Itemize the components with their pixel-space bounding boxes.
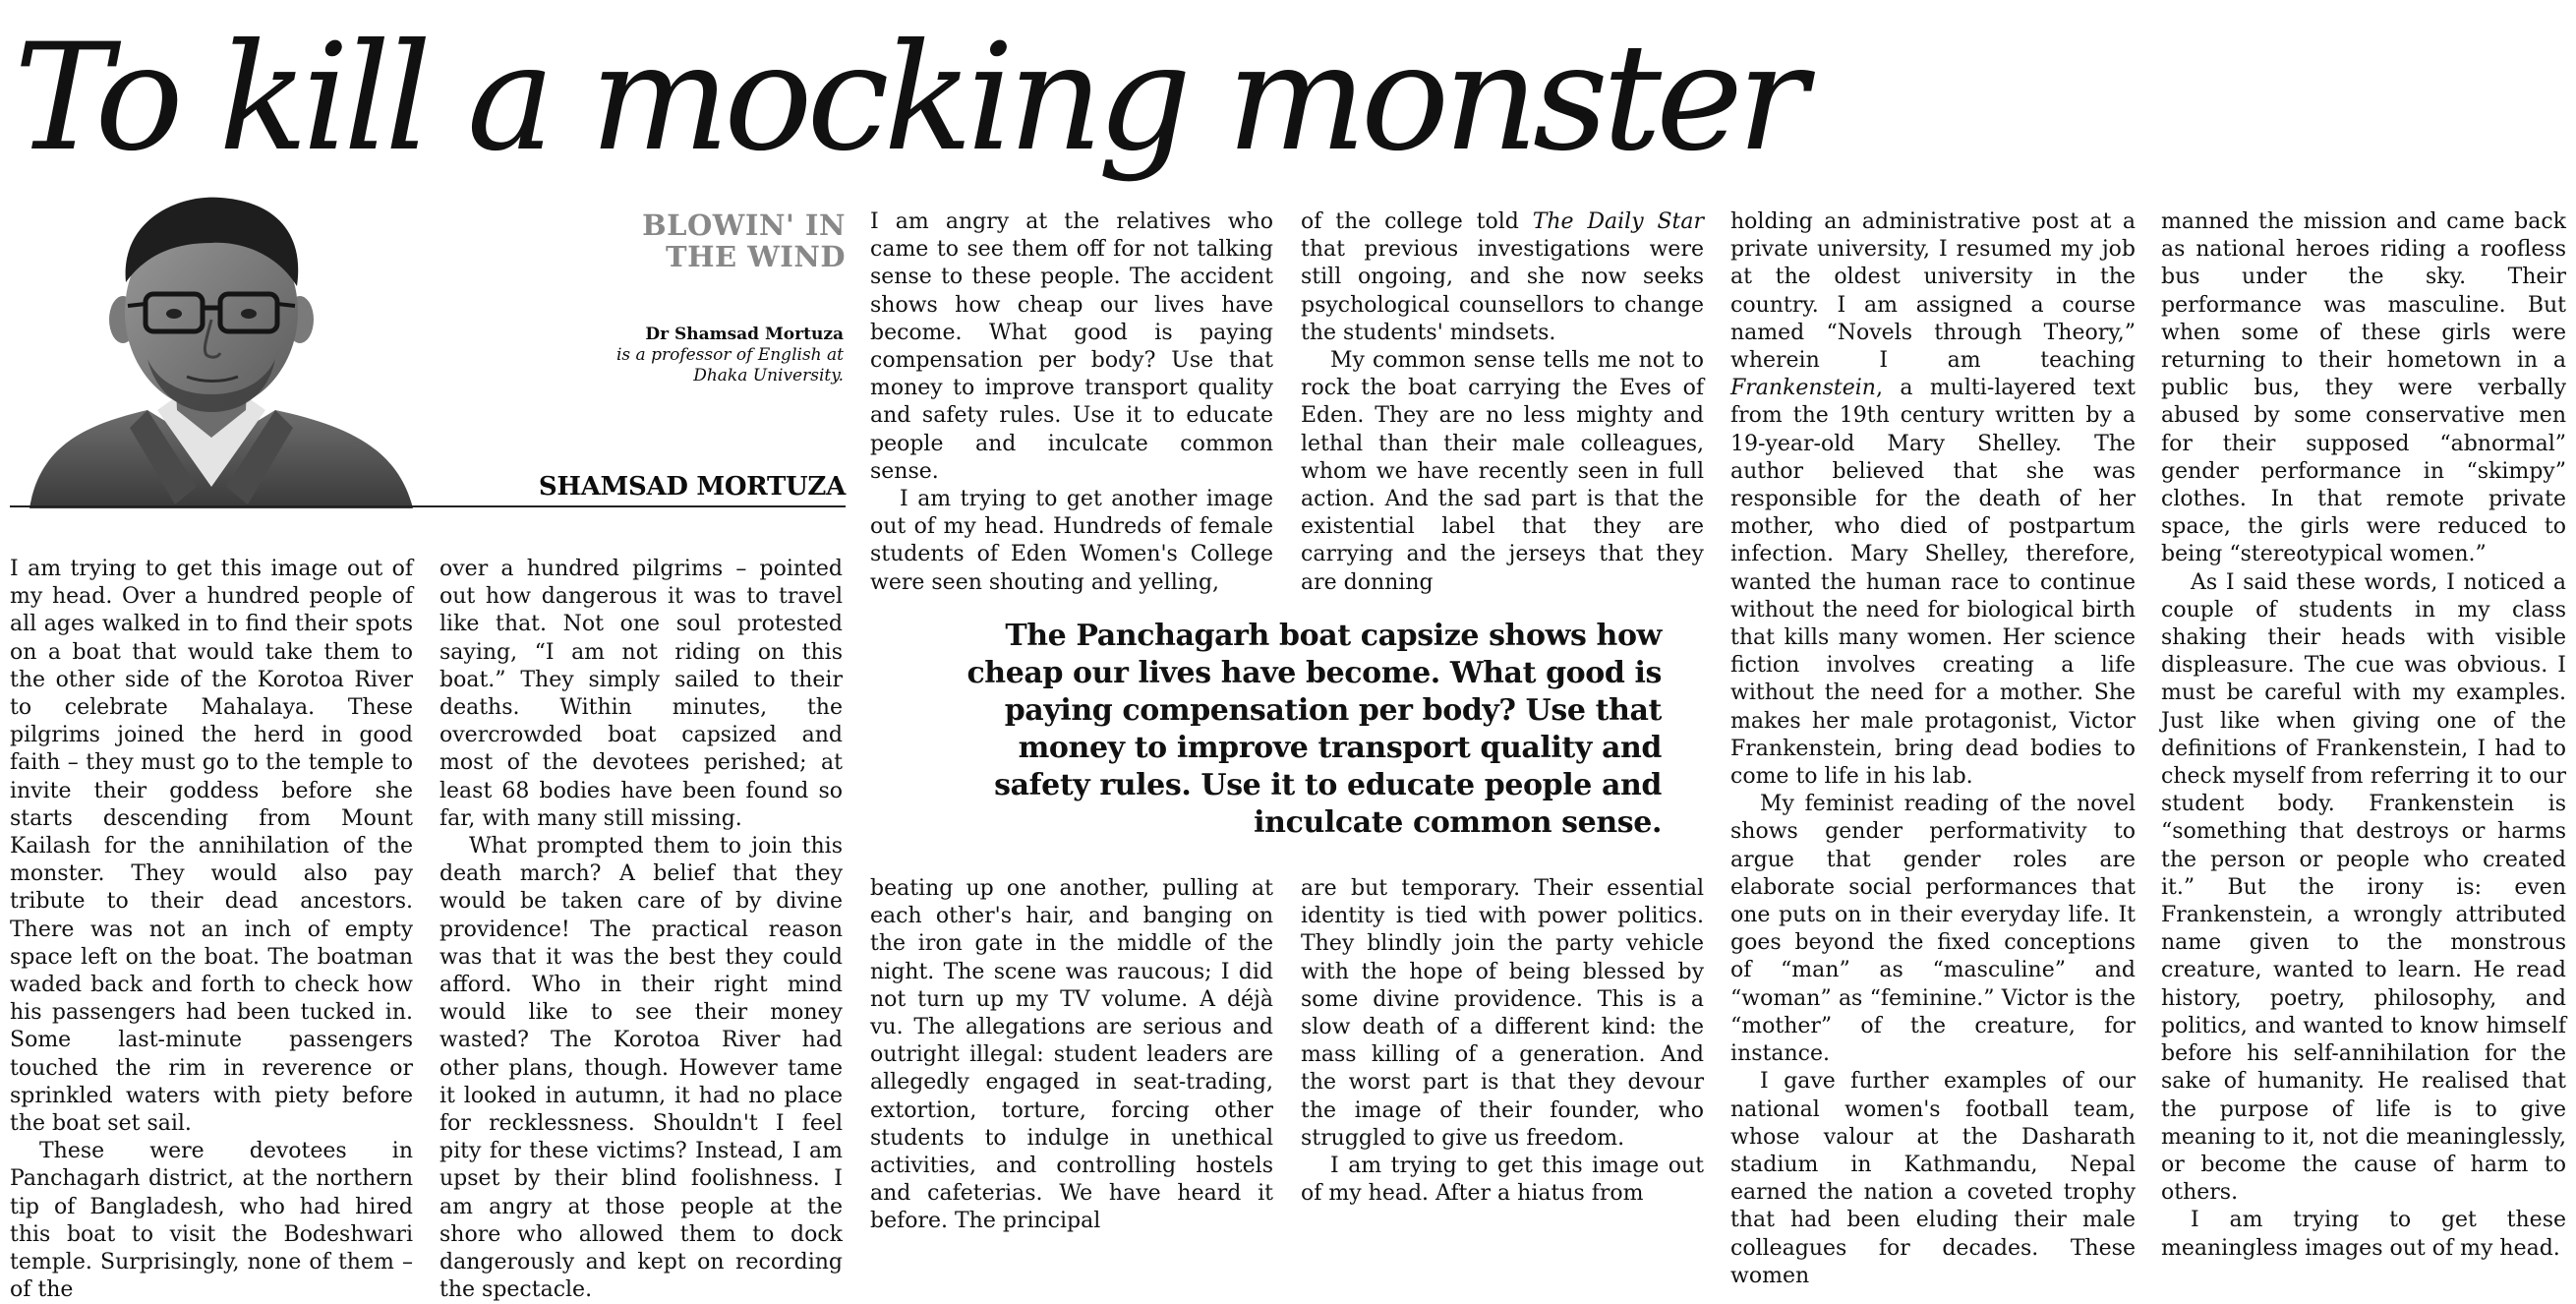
body-column-6 <box>2161 208 2566 1261</box>
paragraph: My common sense tells me not to rock the boat carrying the Eves of Eden. They are no less mighty and lethal than their male colleagues, whom we have recently seen in full action. And the sad part is that the existential label that they are carrying and the jerseys that they are donning <box>1301 348 1704 595</box>
text-run: of the college told <box>1301 209 1533 234</box>
body-column-3-top <box>870 208 1273 595</box>
author-credit-desc-line1: is a professor of English at <box>615 345 844 365</box>
column-kicker-line1: BLOWIN' IN <box>642 208 846 242</box>
paragraph: manned the mission and came back as national heroes riding a roofless bus under the sky. Their performance was masculine. But when some of these girls were returning to their hometown in a public bus, they were verbally abused by some conservative men for their supposed “abnormal” gender performance in “skimpy” clothes. In that remote private space, the girls were reduced to being “stereotypical women.” <box>2161 209 2566 567</box>
author-credit-name: Dr Shamsad Mortuza <box>645 325 844 344</box>
body-column-5 <box>1730 208 2136 1288</box>
paragraph: I gave further examples of our national women's football team, whose valour at the Dasharath stadium in Kathmandu, Nepal earned the nation a coveted trophy that had been eluding their male colleagues for decades. These women <box>1730 1069 2136 1288</box>
body-column-1 <box>10 556 413 1303</box>
paragraph: over a hundred pilgrims – pointed out how dangerous it was to travel like that. Not one soul protested saying, “I am not riding on this boat.” They simply sailed to their deaths. Within minutes, the overcrowded boat capsized and most of the devotees perished; at least 68 bodies have been found so far, with many still missing. <box>439 557 843 831</box>
paragraph: I am angry at the relatives who came to see them off for not talking sense to these people. The accident shows how cheap our lives have become. What good is paying compensation per body? Use that money to improve transport quality and safety rules. Use it to educate people and inculcate common sense. <box>870 209 1273 484</box>
paragraph: I am trying to get these meaningless images out of my head. <box>2161 1208 2566 1261</box>
paragraph <box>1301 208 1704 347</box>
paragraph: I am trying to get another image out of my head. Hundreds of female students of Eden Women's College were seen shouting and yelling, <box>870 487 1273 595</box>
column-kicker-line2: THE WIND <box>666 240 846 273</box>
newspaper-name: The Daily Star <box>1532 209 1704 234</box>
paragraph: What prompted them to join this death march? A belief that they would be taken care of by divine providence! The practical reason was that it was the best they could afford. Who in their right mind would like to see their money wasted? The Korotoa River had other plans, though. However tame it looked in autumn, it had no place for recklessness. Shouldn't I feel pity for these victims? Instead, I am upset by their blind foolishness. I am angry at those people at the shore who allowed them to dock dangerously and kept on recording the spectacle. <box>439 834 843 1303</box>
paragraph: I am trying to get this image out of my head. Over a hundred people of all ages walked in to find their spots on a boat that would take them to the other side of the Korotoa River to celebrate Mahalaya. These pilgrims joined the herd in good faith – they must go to the temple to invite their goddess before she starts descending from Mount Kailash for the annihilation of the monster. They would also pay tribute to their dead ancestors. There was not an inch of empty space left on the boat. The boatman waded back and forth to check how his passengers had been tucked in. Some last-minute passengers touched the rim in reverence or sprinkled waters with piety before the boat set sail. <box>10 557 413 1137</box>
paragraph: These were devotees in Panchagarh district, at the northern tip of Bangladesh, who had hired this boat to visit the Bodeshwari temple. Surprisingly, none of them – of the <box>10 1139 413 1303</box>
paragraph: beating up one another, pulling at each other's hair, and banging on the iron gate in the middle of the night. The scene was raucous; I did not turn up my TV volume. A déjà vu. The allegations are serious and outright illegal: student leaders are allegedly engaged in seat-trading, extortion, torture, forcing other students to indulge in unethical activities, and controlling hostels and cafeterias. We have heard it before. The principal <box>870 876 1273 1234</box>
book-title: Frankenstein <box>1730 376 1876 401</box>
paragraph <box>1730 208 2136 791</box>
paragraph: As I said these words, I noticed a couple of students in my class shaking their heads with visible displeasure. The cue was obvious. I must be careful with my examples. Just like when giving one of the definitions of Frankenstein, I had to check myself from referring it to our student body. Frankenstein is “something that destroys or harms the person or people who created it.” But the irony is: even Frankenstein, a wrongly attributed name given to the monstrous creature, wanted to learn. He read history, poetry, philosophy, and politics, and wanted to know himself before his self-annihilation for the sake of humanity. He realised that the purpose of life is to give meaning to it, not die meaninglessly, or become the cause of harm to others. <box>2161 569 2566 1206</box>
paragraph: My feminist reading of the novel shows gender performativity to argue that gender roles are elaborate social performances that one puts on in their everyday life. It goes beyond the fixed conceptions of “man” as “masculine” and “woman” as “feminine.” Victor is the “mother” of the creature, for instance. <box>1730 792 2136 1067</box>
byline-rule <box>10 505 846 507</box>
text-run: holding an administrative post at a private university, I resumed my job at the oldest university in the country. I am assigned a course named “Novels through Theory,” wherein I am teaching <box>1730 209 2136 374</box>
author-portrait-image <box>10 192 423 508</box>
body-column-2 <box>439 556 843 1303</box>
body-column-3-bottom <box>870 875 1273 1234</box>
author-credit <box>590 325 844 386</box>
author-credit-desc-line2: Dhaka University. <box>693 366 844 385</box>
body-column-4-top <box>1301 208 1704 595</box>
text-run: that previous investigations were still ongoing, and she now seeks psychological counsellors to change the students' mindsets. <box>1301 237 1704 345</box>
paragraph: are but temporary. Their essential identity is tied with power politics. They blindly join the party vehicle with the hope of being blessed by some divine providence. This is a slow death of a different kind: the mass killing of a generation. And the worst part is that they devour the image of their founder, who struggled to give us freedom. <box>1301 876 1704 1151</box>
author-photo <box>10 192 423 508</box>
text-run: , a multi-layered text from the 19th century written by a 19-year-old Mary Shelley. The author believed that she was responsible for the death of her mother, who died of postpartum infection. Mary Shelley, therefore, wanted the human race to continue without the need for biological birth that kills many women. Her science fiction involves creating a life without the need for a mother. She makes her male protagonist, Victor Frankenstein, bring dead bodies to come to life in his lab. <box>1730 376 2136 790</box>
paragraph: I am trying to get this image out of my head. After a hiatus from <box>1301 1154 1704 1207</box>
headline: To kill a mocking monster <box>14 13 1802 184</box>
column-kicker <box>600 209 846 272</box>
body-column-4-bottom <box>1301 875 1704 1219</box>
byline: SHAMSAD MORTUZA <box>538 472 846 502</box>
pull-quote: The Panchagarh boat capsize shows how cheap our lives have become. What good is paying compensation per body? Use that money to improve transport quality and safety rules. Use it to educate people and inculcate common sense. <box>966 619 1662 840</box>
